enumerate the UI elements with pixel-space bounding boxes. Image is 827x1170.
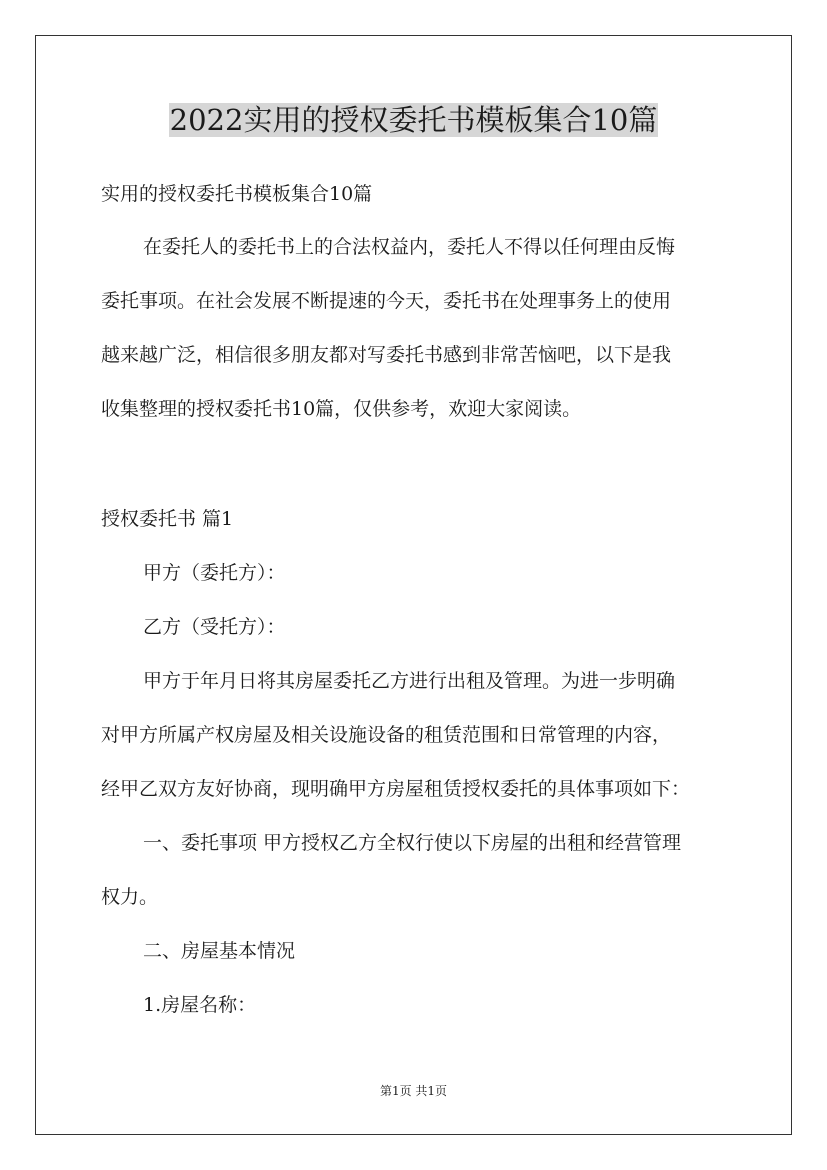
page-footer: 第1页 共1页 xyxy=(379,1084,448,1098)
item-one-line-1: 一、委托事项 甲方授权乙方全权行使以下房屋的出租和经营管理 xyxy=(143,832,682,854)
intro-line-1: 在委托人的委托书上的合法权益内，委托人不得以任何理由反悔 xyxy=(143,236,676,258)
intro-line-2: 委托事项。在社会发展不断提速的今天，委托书在处理事务上的使用 xyxy=(101,290,672,312)
paragraph-line-1: 甲方于年月日将其房屋委托乙方进行出租及管理。为进一步明确 xyxy=(143,670,676,692)
item-two-heading: 二、房屋基本情况 xyxy=(143,940,296,962)
document-title xyxy=(0,98,827,142)
house-name-line: 1.房屋名称： xyxy=(143,994,257,1016)
paragraph-line-2: 对甲方所属产权房屋及相关设施设备的租赁范围和日常管理的内容， xyxy=(101,724,672,746)
party-a-line: 甲方（委托方）： xyxy=(143,562,286,584)
document-title-text: 2022实用的授权委托书模板集合10篇 xyxy=(169,103,658,137)
intro-line-3: 越来越广泛，相信很多朋友都对写委托书感到非常苦恼吧，以下是我 xyxy=(101,344,672,366)
document-subtitle: 实用的授权委托书模板集合10篇 xyxy=(101,183,373,205)
section-heading: 授权委托书 篇1 xyxy=(101,508,234,530)
party-b-line: 乙方（受托方）： xyxy=(143,616,286,638)
intro-line-4: 收集整理的授权委托书10篇，仅供参考，欢迎大家阅读。 xyxy=(101,398,582,420)
paragraph-line-3: 经甲乙双方友好协商，现明确甲方房屋租赁授权委托的具体事项如下： xyxy=(101,778,691,800)
item-one-line-2: 权力。 xyxy=(101,886,159,908)
